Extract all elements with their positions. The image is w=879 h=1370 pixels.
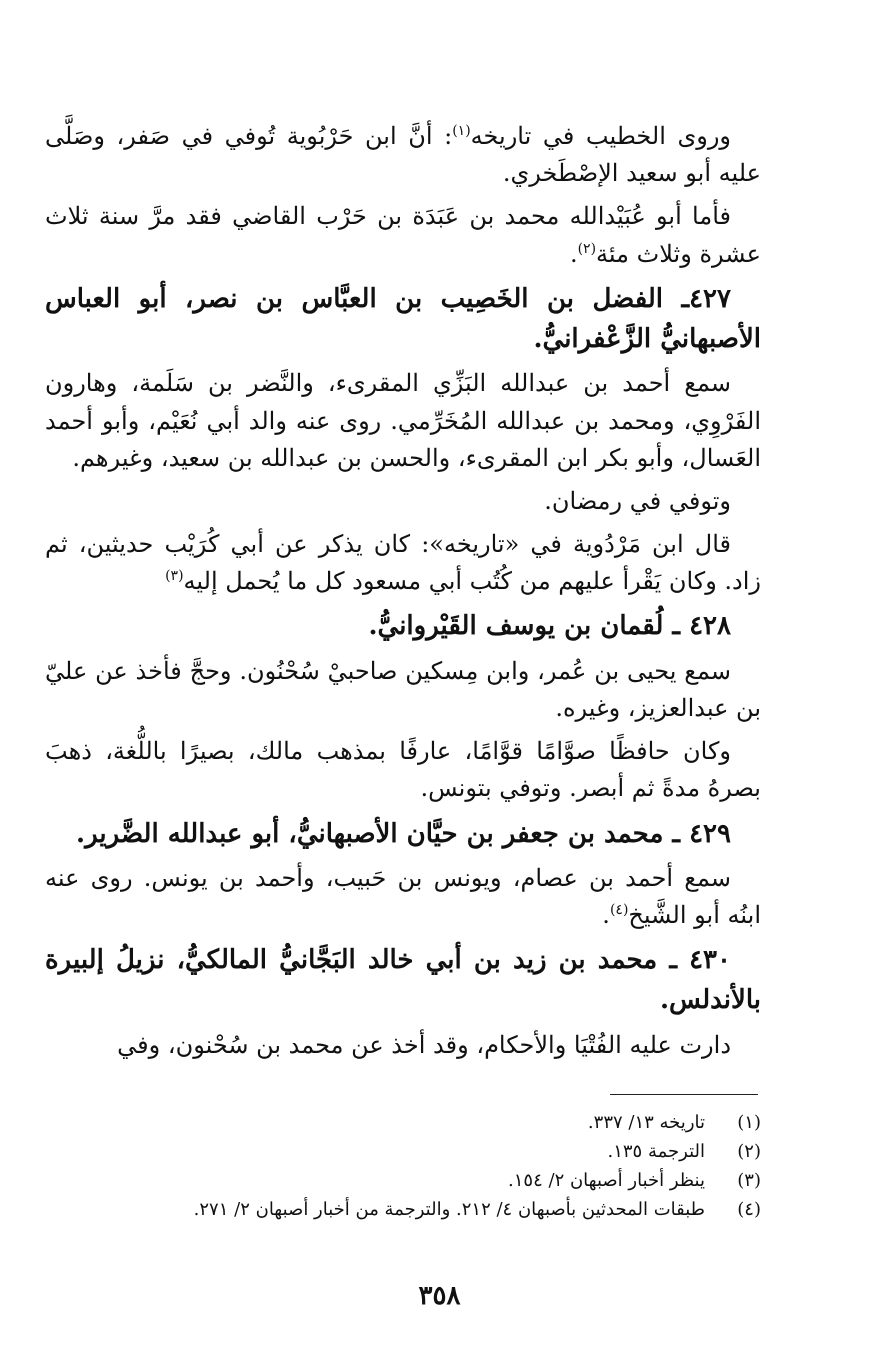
footnote-ref[interactable]: (٤) (609, 902, 629, 918)
footnote-ref[interactable]: (٣) (165, 568, 184, 585)
footnote (45, 1195, 761, 1224)
paragraph: دارت عليه الفُتْيَا والأحكام، وقد أخذ عن محمد بن سُحْنون، وفي (117, 1030, 731, 1059)
entry-heading: ٤٢٩ ـ محمد بن جعفر بن حيَّان الأصبهانيُّ، أبو عبدالله الضَّرير. (76, 818, 731, 849)
paragraph: وروى الخطيب في تاريخه$^{(١)}$: أنَّ ابن حَرْبُوية تُوفي في صَفر، وصَلَّى عليه أبو سعيد الإصْطَخري. (45, 122, 761, 188)
footnotes (45, 1108, 761, 1225)
paragraph: وكان حافظًا صوَّامًا قوَّامًا، عارفًا بمذهب مالك، بصيرًا باللُّغة، ذهبَ بصرهُ مدةً ثم أبصر. وتوفي بتونس. (45, 737, 761, 803)
paragraph: قال ابن مَرْدُوية في «تاريخه»: كان يذكر عن أبي كُرَيْب حديثين، ثم زاد. وكان يَقْرأ عليهم من كُتُب أبي مسعود كل ما يُحمل إليه$^{(٣)}$ (45, 530, 761, 596)
entry-heading: ٤٢٨ ـ لُقمان بن يوسف القَيْروانيُّ. (368, 611, 731, 642)
footnote (45, 1166, 761, 1195)
footnote-ref[interactable]: (٢) (577, 240, 597, 257)
footnote-text: تاريخه ١٣/ ٣٣٧. (587, 1112, 705, 1133)
entry-heading: ٤٢٧ـ الفضل بن الخَصِيب بن العبَّاس بن نصر، أبو العباس الأصبهانيُّ الزَّعْفرانيُّ. (45, 283, 761, 355)
footnote-number: (٤) (737, 1199, 761, 1221)
paragraph: وتوفي في رمضان. (544, 486, 731, 515)
paragraph: سمع يحيى بن عُمر، وابن مِسكين صاحبيْ سُحْنُون. وحجَّ فأخذ عن عليّ بن عبدالعزيز، وغيره. (45, 656, 761, 722)
footnote-ref[interactable]: (١) (452, 123, 471, 139)
main-text (45, 118, 761, 1064)
footnote-number: (٢) (737, 1141, 761, 1163)
footnote-text: الترجمة ١٣٥. (607, 1141, 705, 1163)
paragraph: سمع أحمد بن عصام، ويونس بن حَبيب، وأحمد بن يونس. روى عنه ابنُه أبو الشَّيخ$^{(٤)}$. (45, 863, 761, 929)
footnote-text: طبقات المحدثين بأصبهان ٤/ ٢١٢. والترجمة من أخبار أصبهان ٢/ ٢٧١. (193, 1199, 705, 1221)
footnote-text: ينظر أخبار أصبهان ٢/ ١٥٤. (508, 1170, 705, 1192)
entry-heading: ٤٣٠ ـ محمد بن زيد بن أبي خالد البَجَّانيُّ المالكيُّ، نزيلُ إلبيرة بالأندلس. (45, 945, 761, 1016)
footnote-divider (610, 1094, 758, 1095)
footnote (45, 1108, 761, 1137)
paragraph: سمع أحمد بن عبدالله البَزِّي المقرىء، والنَّضر بن سَلَمة، وهارون الفَرْوِي، ومحمد بن عبدالله المُخَرِّمي. روى عنه والد أبي نُعَيْم، وأبو أحمد العَسال، وأبو بكر ابن المقرىء، والحسن بن عبدالله بن سعيد، وغيرهم. (45, 369, 761, 472)
footnote (45, 1137, 761, 1166)
footnote-number: (١) (737, 1112, 761, 1133)
footnote-number: (٣) (737, 1170, 761, 1192)
page-number: ٣٥٨ (418, 1281, 461, 1311)
paragraph: فأما أبو عُبَيْدالله محمد بن عَبَدَة بن حَرْب القاضي فقد مرَّ سنة ثلاث عشرة وثلاث مئة$^{(٢)}$. (45, 202, 761, 268)
